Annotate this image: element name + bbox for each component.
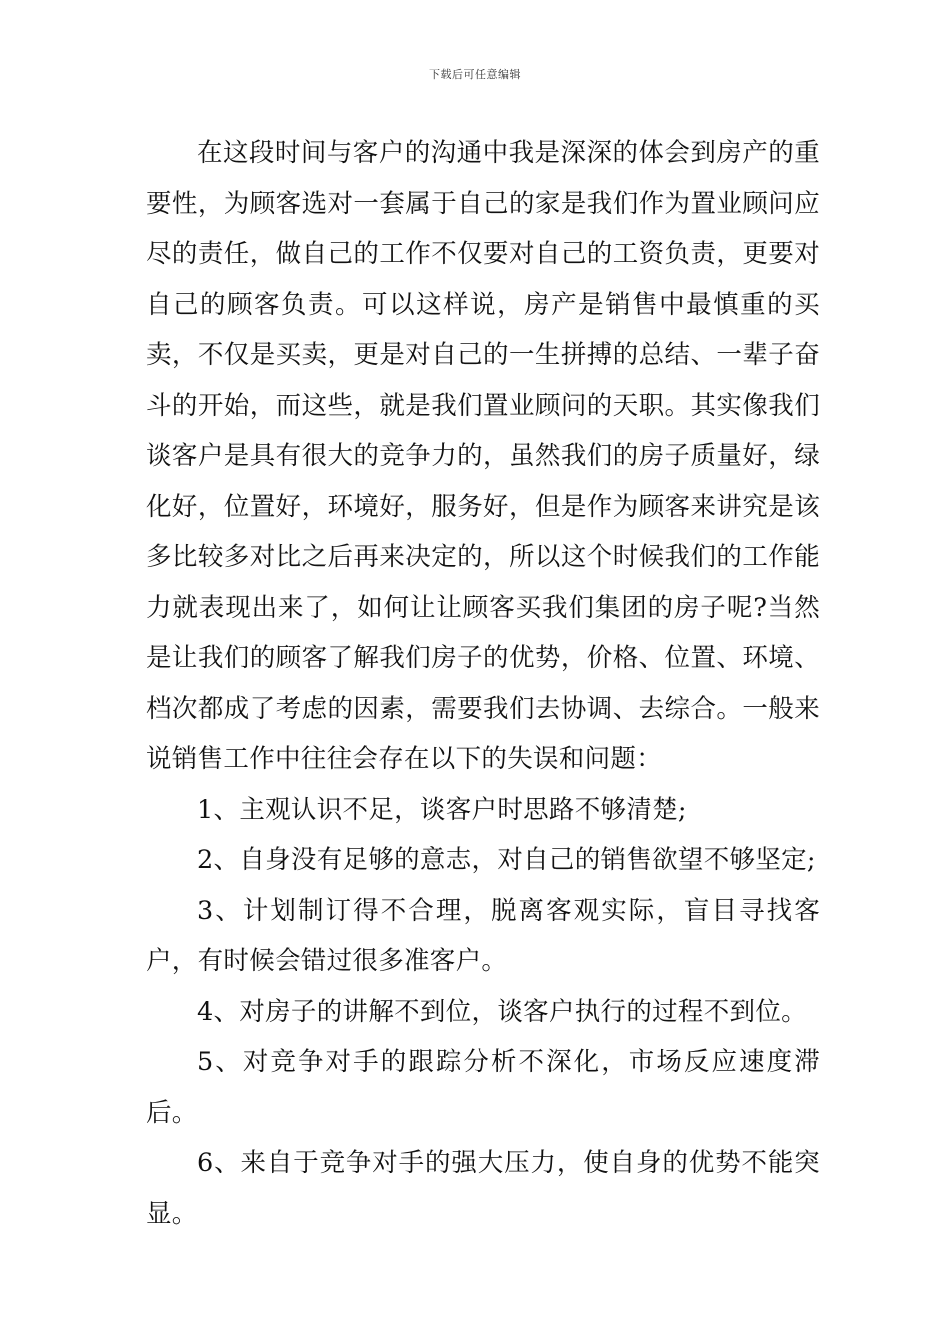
- list-item: 2、自身没有足够的意志，对自己的销售欲望不够坚定;: [197, 845, 816, 875]
- list-item: 6、来自于竞争对手的强大压力，使自身的优势不能突显。: [146, 1148, 820, 1229]
- list-item: 3、计划制订得不合理，脱离客观实际，盲目寻找客户，有时候会错过很多准客户。: [146, 895, 820, 976]
- list-item: 1、主观认识不足，谈客户时思路不够清楚;: [197, 794, 687, 825]
- intro-paragraph: 在这段时间与客户的沟通中我是深深的体会到房产的重要性，为顾客选对一套属于自己的家是我们作为置业顾问应尽的责任，做自己的工作不仅要对自己的工资负责，更要对自己的顾客负责。可以这样说，房产是销售中最慎重的买卖，不仅是买卖，更是对自己的一生拼搏的总结、一辈子奋斗的开始，而这些，就是我们置业顾问的天职。其实像我们谈客户是具有很大的竞争力的，虽然我们的房子质量好，绿化好，位置好，环境好，服务好，但是作为顾客来讲究是该多比较多对比之后再来决定的，所以这个时候我们的工作能力就表现出来了，如何让让顾客买我们集团的房子呢?当然是让我们的顾客了解我们房子的优势，价格、位置、环境、档次都成了考虑的因素，需要我们去协调、去综合。一般来说销售工作中往往会存在以下的失误和问题：: [146, 138, 820, 774]
- header-note: 下载后可任意编辑: [429, 68, 521, 81]
- list-item: 4、对房子的讲解不到位，谈客户执行的过程不到位。: [197, 996, 807, 1027]
- document-body: [146, 128, 820, 1239]
- list-item: 5、对竞争对手的跟踪分析不深化，市场反应速度滞后。: [146, 1047, 820, 1128]
